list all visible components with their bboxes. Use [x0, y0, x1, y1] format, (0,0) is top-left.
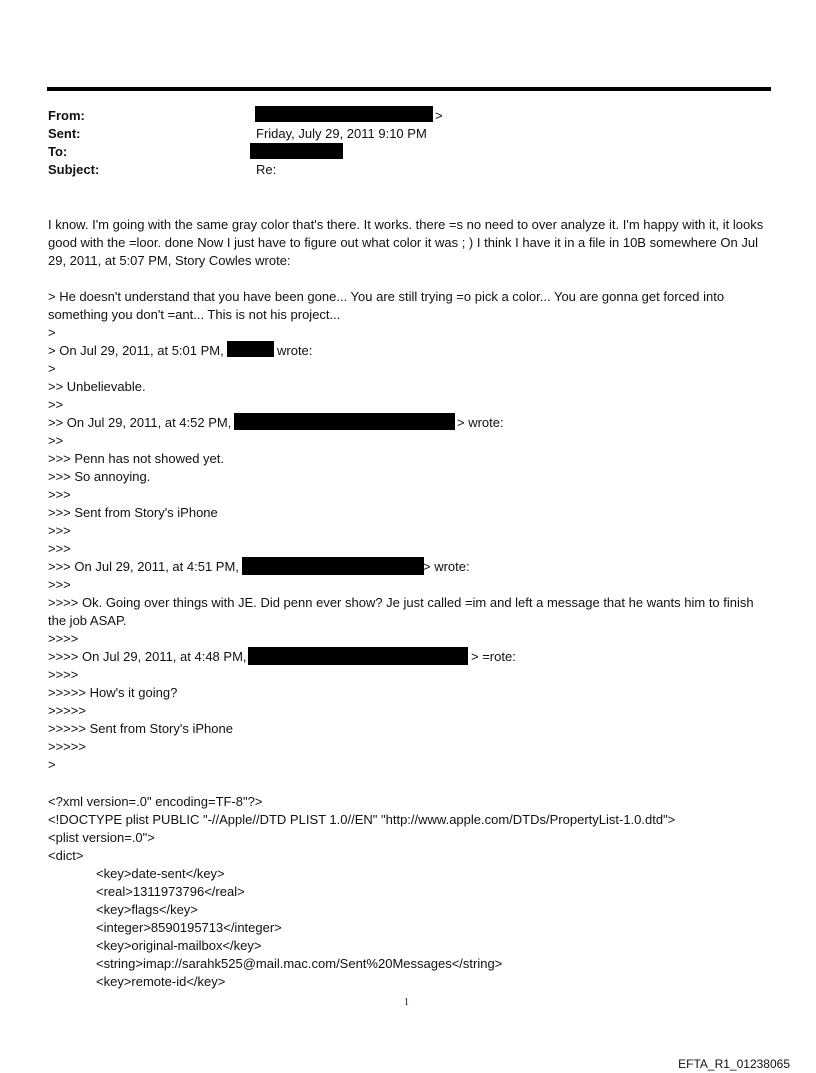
quote-line: >>: [48, 397, 64, 412]
plist-line: <real>1311973796</real>: [96, 884, 245, 899]
quote-line: >>>>: [48, 667, 79, 682]
redaction-sender-4: [248, 647, 468, 665]
quote-line-text: > On Jul 29, 2011, at 5:01 PM,: [48, 343, 224, 358]
redaction-to: [250, 143, 343, 159]
to-label: To:: [48, 144, 68, 159]
subject-value: Re:: [256, 162, 277, 177]
quote-line: >>>: [48, 577, 71, 592]
quote-line: >>>> On Jul 29, 2011, at 4:48 PM,: [48, 649, 247, 664]
quote-line: >>> Penn has not showed yet.: [48, 451, 224, 466]
quote-line: >> Unbelievable.: [48, 379, 146, 394]
quote-line: >>>: [48, 523, 71, 538]
quote-paragraph-1: > He doesn't understand that you have been gone... You are still trying =o pick a color... You are gonna get forced into something you don't =ant... This is not his project...: [48, 289, 725, 322]
quote-line: >: [48, 325, 56, 340]
quote-paragraph-2: >>>> Ok. Going over things with JE. Did penn ever show? Je just called =im and left a message that he wants him to finish the job ASAP.: [48, 595, 754, 628]
from-label: From:: [48, 108, 85, 123]
subject-label: Subject:: [48, 162, 100, 177]
quote-line: >: [48, 757, 56, 772]
quote-line: >>: [48, 433, 64, 448]
plist-line: <!DOCTYPE plist PUBLIC "-//Apple//DTD PLIST 1.0//EN" "http://www.apple.com/DTDs/PropertyList-1.0.dtd">: [48, 812, 676, 827]
plist-line: <plist version=.0">: [48, 830, 155, 845]
plist-line: <key>remote-id</key>: [96, 974, 226, 989]
plist-line: <integer>8590195713</integer>: [96, 920, 282, 935]
quote-line: >>>>: [48, 631, 79, 646]
footer-document-id: EFTA_R1_01238065: [678, 1057, 790, 1071]
plist-line: <dict>: [48, 848, 84, 863]
plist-line: <string>imap://sarahk525@mail.mac.com/Sent%20Messages</string>: [96, 956, 503, 971]
plist-line: <?xml version=.0" encoding=TF-8"?>: [48, 794, 263, 809]
quote-line: >>> Sent from Story's iPhone: [48, 505, 218, 520]
redaction-from: [255, 106, 433, 122]
quote-line: >>>>> How's it going?: [48, 685, 178, 700]
redaction-sender-1: [227, 341, 274, 357]
sent-label: Sent:: [48, 126, 81, 141]
quote-line: >>>>> Sent from Story's iPhone: [48, 721, 233, 736]
quote-line: [48, 343, 224, 358]
quote-line: >>>: [48, 487, 71, 502]
plist-line: <key>flags</key>: [96, 902, 198, 917]
quote-line-suffix: > =rote:: [471, 649, 516, 664]
quote-line: >>>: [48, 541, 71, 556]
header-rule: [47, 87, 771, 91]
body-paragraph: I know. I'm going with the same gray color that's there. It works. there =s no need to over analyze it. I'm happy with it, it looks good with the =loor. done Now I just have to figure out what color it was ; ) I think I have it in a file in 10B somewhere On Jul 29, 2011, at 5:07 PM, Story Cowles wrote:: [48, 217, 764, 268]
quote-line-suffix: wrote:: [277, 343, 313, 358]
from-suffix: >: [435, 108, 443, 123]
quote-line: >>> On Jul 29, 2011, at 4:51 PM,: [48, 559, 239, 574]
quote-line-suffix: > wrote:: [423, 559, 470, 574]
quote-line: >>>>>: [48, 703, 86, 718]
quote-line: >>> So annoying.: [48, 469, 151, 484]
redaction-sender-2: [234, 413, 455, 430]
quote-line: >>>>>: [48, 739, 86, 754]
page-number: 1: [404, 997, 409, 1008]
plist-line: <key>date-sent</key>: [96, 866, 225, 881]
sent-value: Friday, July 29, 2011 9:10 PM: [256, 126, 427, 141]
quote-line: >> On Jul 29, 2011, at 4:52 PM,: [48, 415, 232, 430]
plist-line: <key>original-mailbox</key>: [96, 938, 262, 953]
quote-line: >: [48, 361, 56, 376]
redaction-sender-3: [242, 557, 424, 575]
quote-line-suffix: > wrote:: [457, 415, 504, 430]
